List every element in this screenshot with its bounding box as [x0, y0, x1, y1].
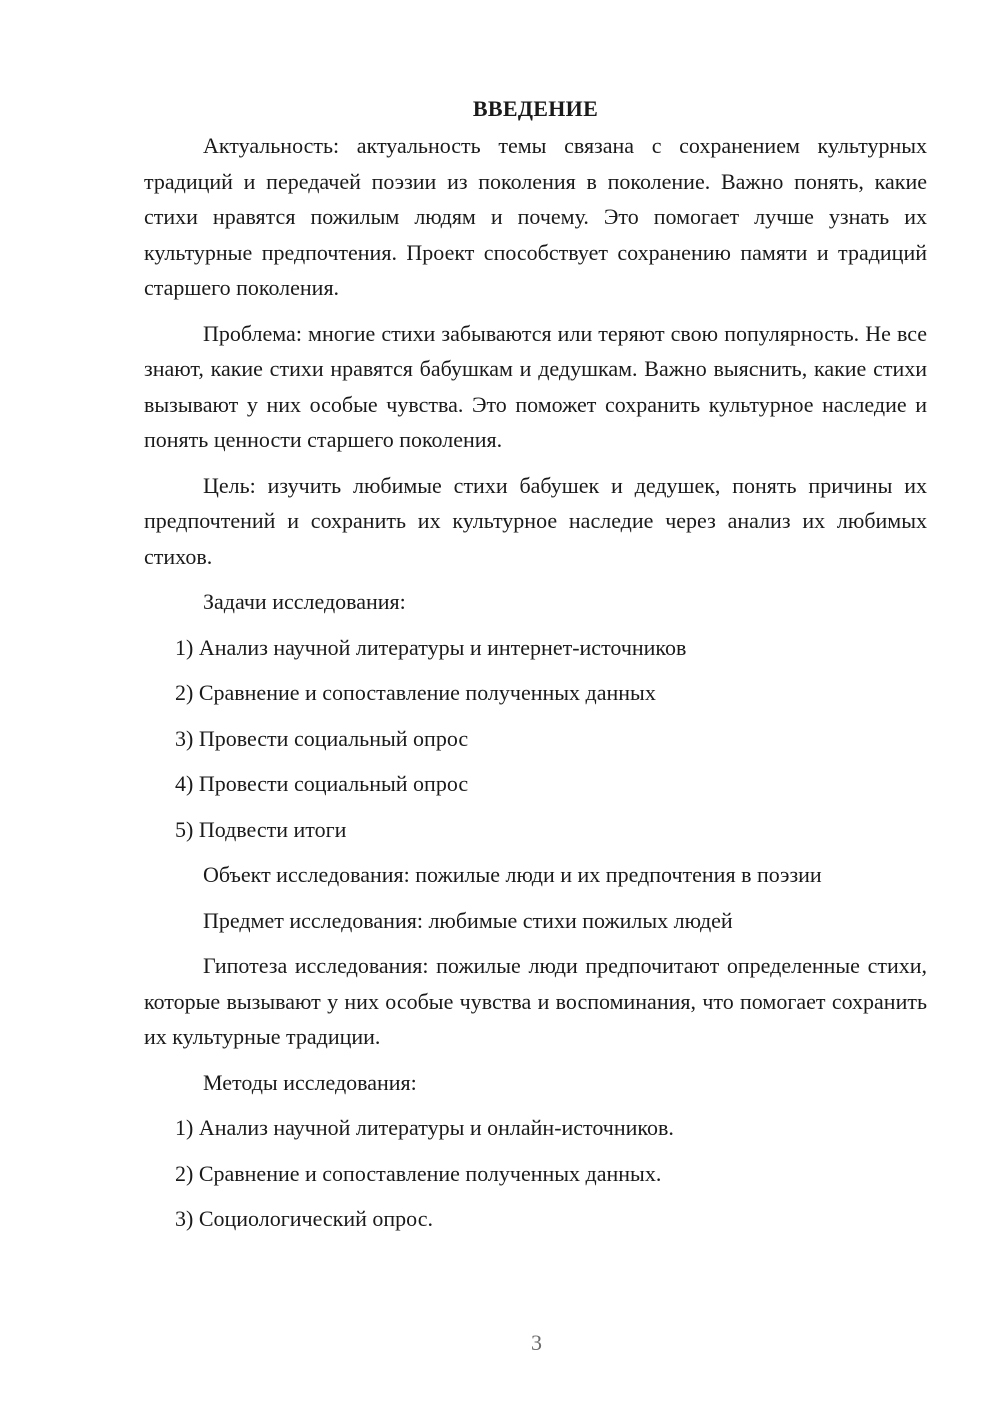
task-item: 3) Провести социальный опрос	[175, 725, 469, 751]
method-item: 3) Социологический опрос.	[175, 1206, 433, 1231]
method-item: 2) Сравнение и сопоставление полученных данных.	[175, 1160, 662, 1186]
page-title: ВВЕДЕНИЕ	[472, 96, 599, 121]
document-page	[144, 92, 927, 1237]
task-item: 5) Подвести итоги	[175, 816, 347, 842]
methods-heading: Методы исследования:	[203, 1069, 417, 1095]
task-item: 1) Анализ научной литературы и интернет-источников	[175, 634, 687, 660]
page-number: 3	[531, 1330, 542, 1355]
task-item: 2) Сравнение и сопоставление полученных данных	[175, 680, 656, 705]
task-item: 4) Провести социальный опрос	[175, 771, 469, 796]
methods-list	[144, 1110, 927, 1237]
research-object: Объект исследования: пожилые люди и их предпочтения в поэзии	[203, 862, 822, 887]
problem-paragraph: Проблема: многие стихи забываются или теряют свою популярность. Не все знают, какие стихи нравятся бабушкам и дедушкам. Важно выяснить, какие стихи вызывают у них особые чувства. Это поможет сохранить культурное наследие и понять ценности старшего поколения.	[144, 320, 927, 452]
goal-paragraph: Цель: изучить любимые стихи бабушек и дедушек, понять причины их предпочтений и сохранить их культурное наследие через анализ их любимых стихов.	[144, 472, 927, 569]
hypothesis-paragraph: Гипотеза исследования: пожилые люди предпочитают определенные стихи, которые вызывают у них особые чувства и воспоминания, что помогает сохранить их культурные традиции.	[144, 953, 927, 1049]
relevance-paragraph: Актуальность: актуальность темы связана с сохранением культурных традиций и передачей поэзии из поколения в поколение. Важно понять, какие стихи нравятся пожилым людям и почему. Это помогает лучше узнать их культурные предпочтения. Проект способствует сохранению памяти и традиций старшего поколения.	[144, 133, 927, 300]
tasks-heading: Задачи исследования:	[203, 589, 406, 614]
tasks-list	[144, 630, 927, 848]
method-item: 1) Анализ научной литературы и онлайн-источников.	[175, 1115, 674, 1140]
research-subject: Предмет исследования: любимые стихи пожилых людей	[203, 907, 733, 933]
